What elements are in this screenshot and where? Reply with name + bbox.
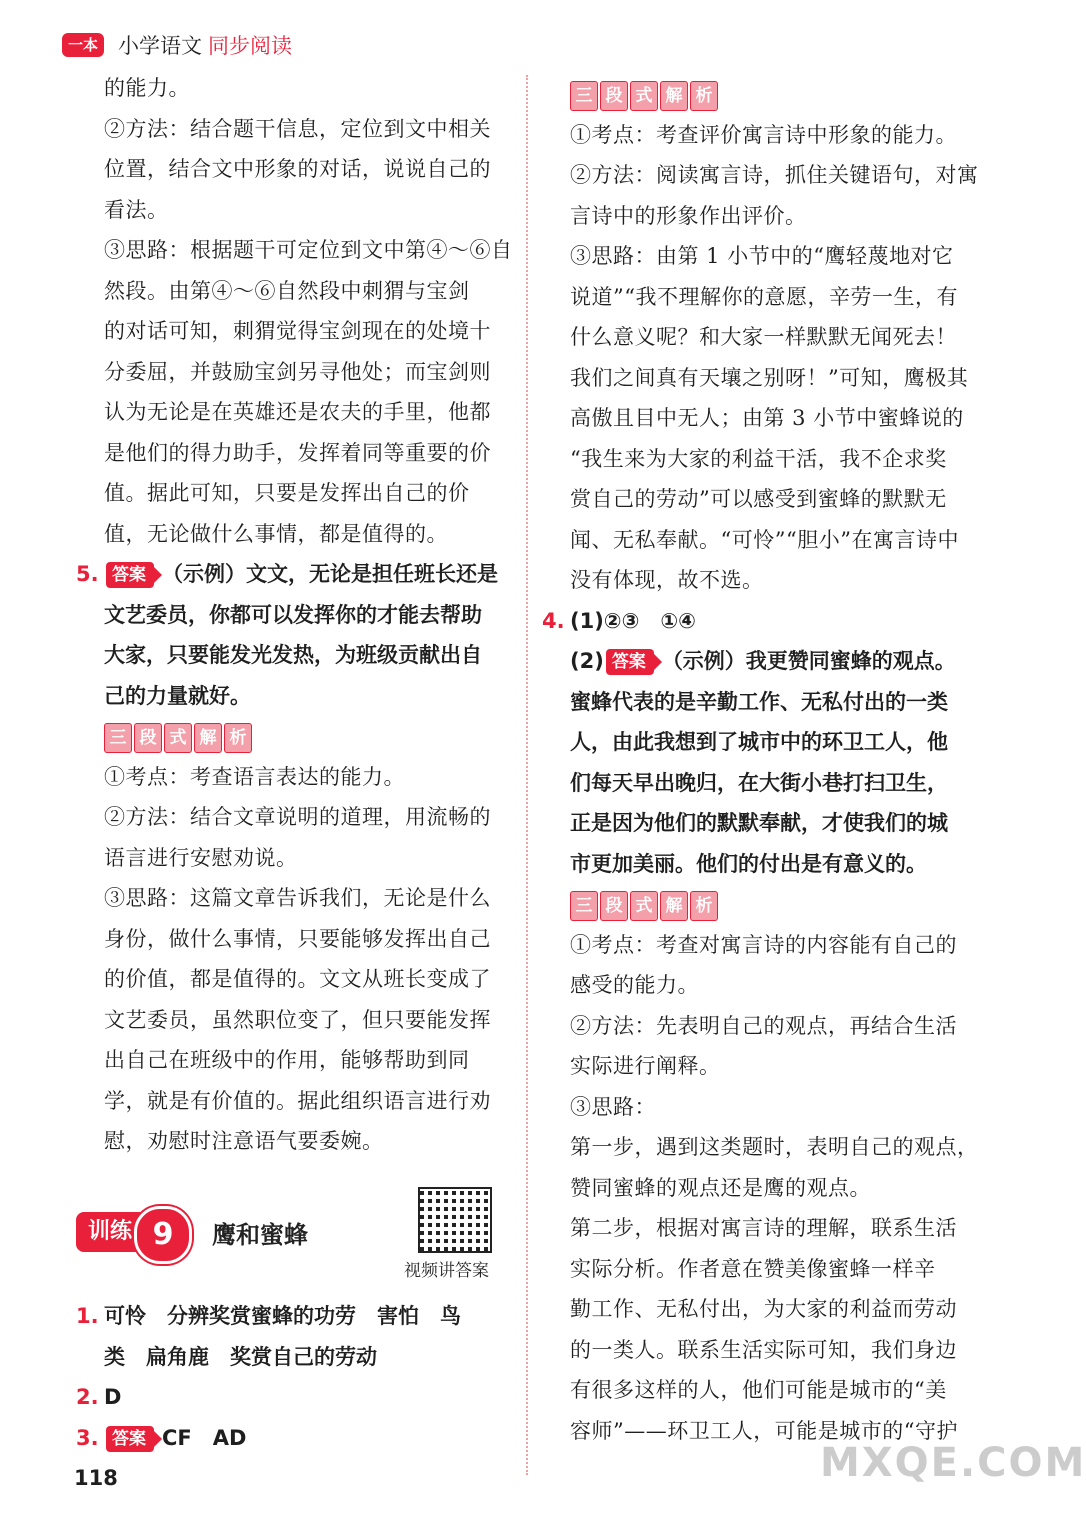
analysis-header — [570, 74, 974, 115]
text-line: ①考点：考查对寓言诗的内容能有自己的 — [570, 932, 957, 957]
text-line: 文艺委员，虽然职位变了，但只要能发挥 — [104, 1007, 491, 1032]
text-line: 容师”——环卫工人，可能是城市的“守护 — [570, 1418, 958, 1443]
tag-char: 式 — [630, 81, 658, 111]
qr-caption: 视频讲答案 — [404, 1261, 489, 1281]
text-line: ①考点：考查语言表达的能力。 — [104, 764, 405, 789]
text-line: ②方法：结合题干信息，定位到文中相关 — [104, 116, 491, 141]
answer-line — [76, 1377, 461, 1418]
text-line: 实际分析。作者意在赞美像蜜蜂一样辛 — [570, 1256, 936, 1281]
answer-text: 可怜 分辨奖赏蜜蜂的功劳 害怕 鸟 — [104, 1304, 461, 1328]
training-badge — [76, 1212, 184, 1252]
text-line: ③思路：由第 1 小节中的“鹰轻蔑地对它 — [570, 244, 954, 268]
answers-list — [76, 1296, 461, 1458]
analysis-header — [570, 884, 974, 925]
text-line: 身份，做什么事情，只要能够发挥出自己 — [104, 926, 491, 951]
analysis-tag — [570, 81, 718, 111]
text-line: 学，就是有价值的。据此组织语言进行劝 — [104, 1088, 491, 1113]
text-line: 是他们的得力助手，发挥着同等重要的价 — [104, 440, 491, 465]
answer-text: CF AD — [162, 1425, 247, 1450]
answer-text: (1)②③ ①④ — [570, 608, 696, 633]
text-line: 的对话可知，刺猬觉得宝剑现在的处境十 — [104, 319, 491, 343]
text-line: 赏自己的劳动”可以感受到蜜蜂的默默无 — [570, 487, 947, 511]
analysis-header — [104, 716, 508, 757]
text-line: 己的力量就好。 — [104, 683, 251, 708]
text-line: 的价值，都是值得的。文文从班长变成了 — [104, 967, 491, 991]
question-number: 5. — [76, 562, 99, 586]
text-line: 赞同蜜蜂的观点还是鹰的观点。 — [570, 1175, 871, 1200]
text-line: 认为无论是在英雄还是农夫的手里，他都 — [104, 400, 491, 424]
question-4-part1 — [542, 601, 974, 642]
text-line: 闻、无私奉献。“可怜”“胆小”在寓言诗中 — [570, 527, 959, 552]
question-number: 4. — [542, 608, 565, 633]
tag-char: 段 — [600, 81, 628, 111]
tag-char: 段 — [134, 723, 162, 753]
answer-tag: 答案 — [606, 649, 654, 675]
answer-tag: 答案 — [106, 562, 154, 588]
text-line: 实际进行阐释。 — [570, 1054, 721, 1078]
tag-char: 析 — [224, 723, 252, 753]
text-line: 看法。 — [104, 197, 169, 222]
text-line: 什么意义呢？和大家一样默默无闻死去！ — [570, 325, 957, 349]
answer-tag: 答案 — [106, 1426, 154, 1452]
answer-text: （示例）我更赞同蜜蜂的观点。 — [661, 649, 956, 673]
text-line: “我生来为大家的利益干活，我不企求奖 — [570, 446, 947, 471]
tag-char: 解 — [660, 891, 688, 921]
tag-char: 析 — [690, 81, 718, 111]
answer-line — [104, 1337, 461, 1378]
text-line: 分委屈，并鼓励宝剑另寻他处；而宝剑则 — [104, 359, 491, 384]
text-line: 出自己在班级中的作用，能够帮助到同 — [104, 1048, 470, 1072]
text-line: 文艺委员，你都可以发挥你的才能去帮助 — [104, 602, 482, 627]
book-title: 小学语文 — [118, 34, 203, 58]
tag-char: 三 — [570, 891, 598, 921]
text-line: 人，由此我想到了城市中的环卫工人，他 — [570, 730, 948, 754]
text-line: 高傲且目中无人；由第 3 小节中蜜蜂说的 — [570, 406, 964, 430]
tag-char: 三 — [570, 81, 598, 111]
answer-text: 类 扁角鹿 奖赏自己的劳动 — [104, 1344, 377, 1369]
text-line: 我们之间真有天壤之别呀！”可知，鹰极其 — [570, 365, 969, 390]
text-line: 蜜蜂代表的是辛勤工作、无私付出的一类 — [570, 689, 948, 714]
question-4-part2 — [570, 641, 974, 682]
text-line: ③思路： — [570, 1094, 656, 1119]
tag-char: 式 — [164, 723, 192, 753]
tag-char: 式 — [630, 891, 658, 921]
column-divider — [526, 75, 528, 1475]
text-line: 言诗中的形象作出评价。 — [570, 203, 807, 228]
answer-line — [76, 1418, 461, 1459]
left-column — [76, 68, 513, 1162]
text-line: 第一步，遇到这类题时，表明自己的观点， — [570, 1135, 979, 1159]
text-line: 市更加美丽。他们的付出是有意义的。 — [570, 851, 927, 876]
text-line: 勤工作、无私付出，为大家的利益而劳动 — [570, 1297, 957, 1321]
analysis-tag — [104, 723, 252, 753]
part-label: (2) — [570, 649, 604, 673]
text-line: 慰，劝慰时注意语气要委婉。 — [104, 1129, 384, 1153]
text-line: ③思路：根据题干可定位到文中第④～⑥自 — [104, 238, 513, 262]
page-number: 118 — [74, 1466, 118, 1490]
text-line: 然段。由第④～⑥自然段中刺猬与宝剑 — [104, 278, 470, 303]
text-line: ②方法：阅读寓言诗，抓住关键语句，对寓 — [570, 163, 979, 187]
tag-char: 析 — [690, 891, 718, 921]
question-number: 2. — [76, 1385, 99, 1409]
tag-char: 解 — [660, 81, 688, 111]
book-subtitle: 同步阅读 — [208, 34, 293, 58]
question-number: 1. — [76, 1304, 99, 1328]
text-line: 正是因为他们的默默奉献，才使我们的城 — [570, 811, 948, 835]
text-line: 的能力。 — [104, 76, 190, 100]
text-line: 第二步，根据对寓言诗的理解，联系生活 — [570, 1216, 957, 1240]
text-line: 语言进行安慰劝说。 — [104, 845, 298, 870]
text-line: 感受的能力。 — [570, 973, 699, 997]
tag-char: 解 — [194, 723, 222, 753]
text-line: 位置，结合文中形象的对话，说说自己的 — [104, 157, 491, 181]
text-line: 没有体现，故不选。 — [570, 568, 764, 592]
text-line: 的一类人。联系生活实际可知，我们身边 — [570, 1337, 957, 1362]
question-5-answer — [76, 554, 508, 595]
brand-logo: 一本 — [62, 33, 104, 57]
text-line: 有很多这样的人，他们可能是城市的“美 — [570, 1378, 947, 1402]
text-line: ②方法：先表明自己的观点，再结合生活 — [570, 1013, 957, 1038]
training-number: 9 — [134, 1206, 192, 1264]
watermark: MXQE.COM — [820, 1440, 1086, 1486]
text-line: 大家，只要能发光发热，为班级贡献出自 — [104, 643, 482, 667]
answer-line — [76, 1296, 461, 1337]
tag-char: 三 — [104, 723, 132, 753]
page-header — [62, 28, 292, 62]
text-line: 说道”“我不理解你的意愿，辛劳一生，有 — [570, 284, 958, 309]
text-line: 们每天早出晚归，在大街小巷打扫卫生， — [570, 770, 948, 795]
training-heading — [76, 1212, 308, 1252]
right-column — [542, 74, 979, 1451]
training-title: 鹰和蜜蜂 — [212, 1220, 309, 1249]
text-line: 值，无论做什么事情，都是值得的。 — [104, 521, 448, 546]
question-number: 3. — [76, 1425, 99, 1450]
text-line: ②方法：结合文章说明的道理，用流畅的 — [104, 805, 491, 829]
answer-text: （示例）文文，无论是担任班长还是 — [162, 562, 498, 586]
qr-code-icon[interactable] — [418, 1187, 492, 1253]
training-label: 训练 — [88, 1219, 133, 1244]
answer-text: D — [104, 1385, 122, 1409]
tag-char: 段 — [600, 891, 628, 921]
text-line: ③思路：这篇文章告诉我们，无论是什么 — [104, 886, 491, 910]
text-line: ①考点：考查评价寓言诗中形象的能力。 — [570, 122, 957, 147]
analysis-tag — [570, 891, 718, 921]
text-line: 值。据此可知，只要是发挥出自己的价 — [104, 481, 470, 505]
